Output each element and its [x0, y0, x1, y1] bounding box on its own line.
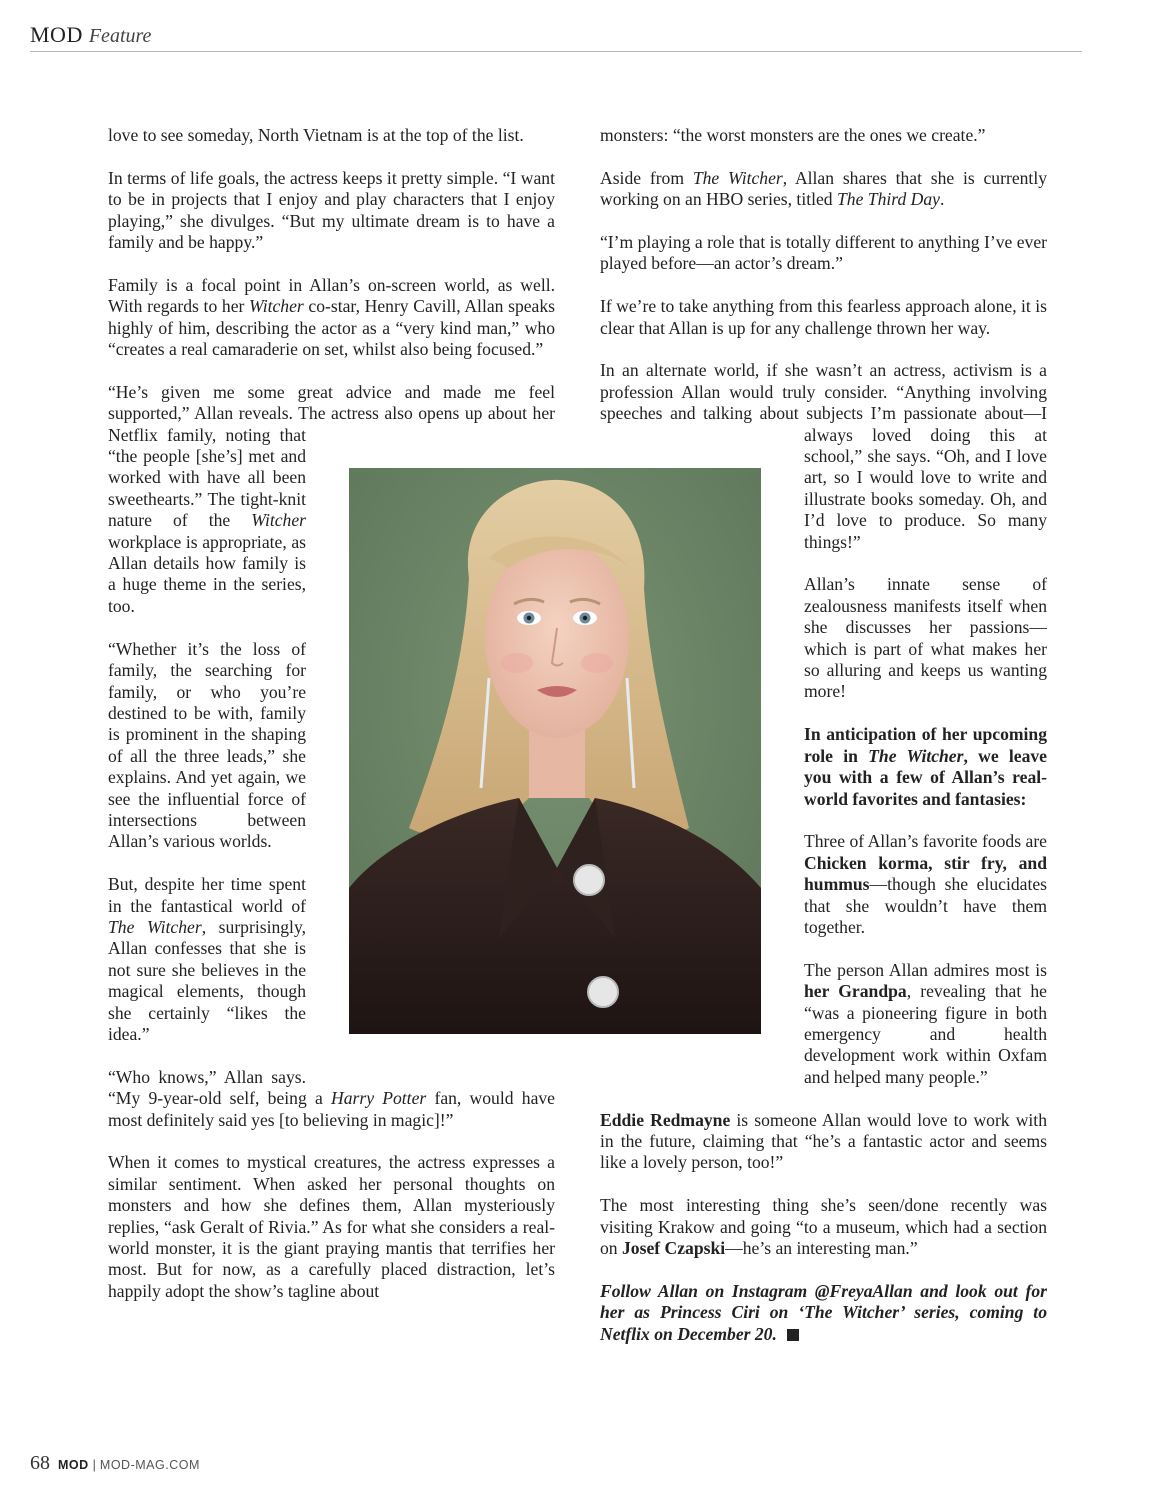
text-run: Three of Allan’s favorite foods are	[804, 831, 1047, 852]
body-paragraph: When it comes to mystical creatures, the actress expresses a similar sentiment. When asked her personal thoughts on monsters and how she defines them, Allan mysteriously replies, “ask Geralt of Rivia.” As for what she considers a real-world monster, it is the giant praying mantis that terrifies her most. But for now, as a carefully placed distraction, let’s happily adopt the show’s tagline about	[108, 1152, 555, 1301]
text-run: is someone Allan would love to work with in the future, claiming that “he’s a fantastic actor and seems like a lovely person, too!”	[600, 1109, 1047, 1173]
text-run: Witcher	[251, 510, 306, 531]
footer-separator: |	[92, 1458, 96, 1472]
text-run: The Third Day	[837, 189, 940, 210]
body-paragraph	[108, 275, 555, 361]
page-number: 68	[30, 1452, 50, 1474]
text-run: In anticipation of her upcoming role in	[804, 724, 1047, 766]
body-paragraph	[600, 1281, 1047, 1345]
header-section: Feature	[88, 25, 152, 47]
body-paragraph: In an alternate world, if she wasn’t an actress, activism is a profession Allan would truly consider. “Anything involving speeches and talking about subjects I’m passionate about—I always loved doing this at school,” she says. “Oh, and I love art, so I would love to write and illustrate books someday. Oh, and I’d love to produce. So many things!”	[600, 360, 1047, 552]
body-paragraph: “I’m playing a role that is totally different to anything I’ve ever played before—an actor’s dream.”	[600, 232, 1047, 274]
text-run: her Grandpa	[804, 981, 907, 1002]
body-paragraph: If we’re to take anything from this fearless approach alone, it is clear that Allan is up for any challenge thrown her way.	[600, 296, 1047, 338]
text-run: Witcher	[249, 296, 304, 317]
text-run: But, despite her time spent in the fantastical world of	[108, 874, 306, 916]
text-run: Family is a focal point in Allan’s on-screen world, as well. With regards to her	[108, 274, 555, 317]
text-run: co-star, Henry Cavill, Allan speaks highly of him, describing the actor as a “very kind man,” who “creates a real camaraderie on set, whilst also being focused.”	[108, 296, 555, 360]
text-run: , Allan shares that she is currently working on an HBO series, titled	[600, 167, 1048, 210]
text-run: .	[939, 189, 945, 210]
text-run: “Who knows,” Allan says. “My 9-year-old self, being a	[108, 1066, 332, 1109]
text-run: , revealing that he “was a pioneering figure in both emergency and health development work within Oxfam and helped many people.”	[804, 981, 1047, 1087]
end-mark	[787, 1329, 799, 1341]
text-run: Josef Czapski	[622, 1237, 726, 1258]
footer-url[interactable]: MOD-MAG.COM	[99, 1458, 200, 1472]
text-run: —though she elucidates that she wouldn’t have them together.	[804, 874, 1047, 937]
body-paragraph: love to see someday, North Vietnam is at the top of the list.	[108, 125, 524, 145]
text-run: The most interesting thing she’s seen/done recently was visiting Krakow and going “to a museum, which had a section on	[600, 1195, 1047, 1258]
body-paragraph: “Whether it’s the loss of family, the searching for family, or who you’re destined to be with, family is prominent in the shaping of all the three leads,” she explains. And yet again, we see the influential force of intersections between Allan’s various worlds.	[108, 638, 306, 852]
body-paragraph	[600, 1195, 1047, 1259]
page-footer	[30, 1452, 200, 1475]
header-rule	[30, 51, 1082, 52]
text-run: The Witcher	[868, 745, 964, 766]
text-run: , surprisingly, Allan confesses that she is not sure she believes in the magical elements, though she certainly “likes the idea.”	[108, 916, 306, 1044]
portrait-illustration	[349, 468, 761, 1034]
header-brand: MOD	[30, 22, 83, 47]
text-run: workplace is appropriate, as Allan details how family is a huge theme in the series, too.	[108, 531, 306, 616]
body-paragraph	[600, 168, 1047, 211]
text-run: The Witcher	[692, 167, 783, 188]
text-run: Eddie Redmayne	[600, 1109, 731, 1130]
body-paragraph: In terms of life goals, the actress keeps it pretty simple. “I want to be in projects that I enjoy and play characters that I enjoy playing,” she divulges. “But my ultimate dream is to have a family and be happy.”	[108, 167, 555, 253]
body-paragraph: Allan’s innate sense of zealousness manifests itself when she discusses her passions—which is part of what makes her so alluring and keeps us wanting more!	[804, 574, 1047, 702]
body-paragraph	[600, 1110, 1047, 1174]
text-run: Follow Allan on Instagram @FreyaAllan and look out for her as Princess Ciri on ‘The Witcher’ series, coming to Netflix on December 20.	[600, 1280, 1047, 1344]
text-run: —he’s an interesting man.”	[725, 1237, 918, 1258]
text-run: The Witcher	[108, 916, 202, 937]
text-run: Aside from	[600, 167, 693, 188]
portrait-photo	[349, 468, 761, 1034]
text-run: “He’s given me some great advice and made me feel supported,” Allan reveals. The actress also opens up about her Netflix family, noting that “the people [she’s] met and worked with have all been sweethearts.” The tight-knit nature of the	[108, 381, 555, 531]
text-run: Harry Potter	[331, 1088, 427, 1109]
text-run: The person Allan admires most is	[804, 959, 1047, 980]
footer-brand: MOD	[58, 1458, 89, 1472]
text-run: fan, would have most definitely said yes [to believing in magic]!”	[108, 1088, 555, 1130]
body-paragraph: monsters: “the worst monsters are the ones we create.”	[600, 125, 986, 145]
running-header	[30, 22, 151, 50]
text-run: , we leave you with a few of Allan’s real-world favorites and fantasies:	[804, 745, 1047, 809]
text-run: Chicken korma, stir fry, and hummus	[804, 852, 1047, 895]
